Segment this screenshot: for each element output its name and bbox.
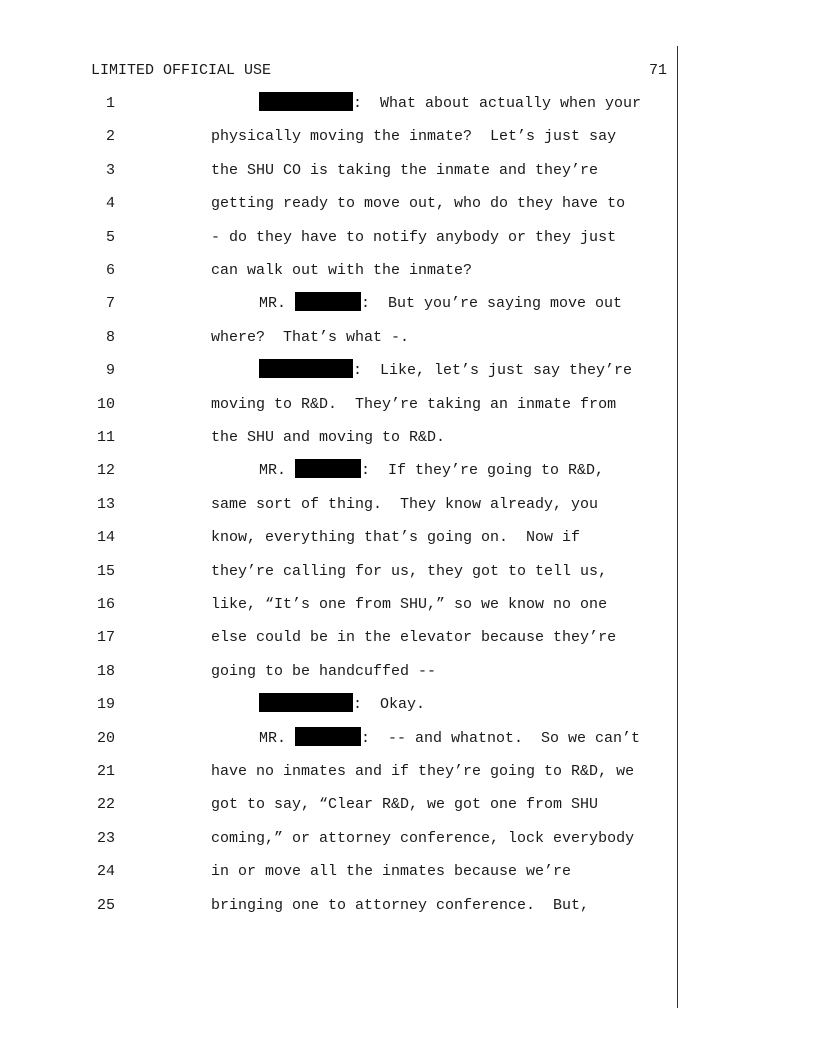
line-text xyxy=(259,359,632,383)
transcript-line xyxy=(0,159,816,183)
redaction-box xyxy=(259,92,353,111)
page-header-classification: LIMITED OFFICIAL USE xyxy=(91,62,272,79)
line-number: 15 xyxy=(96,562,115,580)
line-number: 2 xyxy=(105,128,115,146)
transcript-line xyxy=(0,125,816,149)
transcript-line xyxy=(0,727,816,751)
line-text xyxy=(211,593,607,617)
transcript-line xyxy=(0,292,816,316)
line-number: 20 xyxy=(96,729,115,747)
line-number: 14 xyxy=(96,529,115,547)
transcript-line xyxy=(0,426,816,450)
line-text xyxy=(211,159,598,183)
line-text xyxy=(211,760,634,784)
transcript-line xyxy=(0,793,816,817)
line-text xyxy=(259,459,604,483)
line-text xyxy=(211,793,598,817)
spoken-text: same sort of thing. They know already, you xyxy=(211,495,599,513)
line-text xyxy=(211,626,616,650)
spoken-text: like, “It’s one from SHU,” so we know no one xyxy=(211,596,608,613)
line-number: 19 xyxy=(96,696,115,714)
line-text xyxy=(259,292,622,316)
page-number: 71 xyxy=(648,62,667,79)
transcript-line xyxy=(0,459,816,483)
line-text xyxy=(211,125,616,149)
spoken-text: physically moving the inmate? Let’s just say xyxy=(211,128,617,146)
line-number: 6 xyxy=(105,262,115,279)
spoken-text: : Like, let’s just say they’re xyxy=(353,362,633,380)
line-number: 8 xyxy=(105,328,115,346)
speaker-title: MR. xyxy=(259,295,296,313)
line-number: 18 xyxy=(96,662,115,680)
transcript-line xyxy=(0,760,816,784)
spoken-text: : But you’re saying move out xyxy=(361,295,623,313)
transcript-line xyxy=(0,393,816,417)
line-text xyxy=(211,827,634,851)
transcript-line xyxy=(0,226,816,250)
redaction-box xyxy=(295,459,361,478)
spoken-text: : If they’re going to R&D, xyxy=(361,462,605,480)
spoken-text: have no inmates and if they’re going to R&D, we xyxy=(211,763,635,780)
line-number: 16 xyxy=(96,596,115,613)
transcript-line xyxy=(0,359,816,383)
line-number: 21 xyxy=(96,763,115,780)
line-number: 12 xyxy=(96,462,115,480)
line-text xyxy=(211,894,589,918)
spoken-text: coming,” or attorney conference, lock everybody xyxy=(211,829,635,847)
line-text xyxy=(211,660,436,684)
line-number: 11 xyxy=(96,429,115,446)
transcript-line xyxy=(0,660,816,684)
transcript-line xyxy=(0,827,816,851)
spoken-text: know, everything that’s going on. Now if xyxy=(211,529,581,547)
line-number: 13 xyxy=(96,495,115,513)
spoken-text: where? That’s what -. xyxy=(211,328,410,346)
line-number: 25 xyxy=(96,896,115,914)
line-number: 4 xyxy=(105,195,115,213)
spoken-text: moving to R&D. They’re taking an inmate from xyxy=(211,395,617,413)
spoken-text: got to say, “Clear R&D, we got one from SHU xyxy=(211,796,599,814)
speaker-title: MR. xyxy=(259,462,296,480)
line-text xyxy=(211,493,598,517)
line-number: 23 xyxy=(96,829,115,847)
spoken-text: bringing one to attorney conference. But, xyxy=(211,896,590,914)
redaction-box xyxy=(259,359,353,378)
spoken-text: getting ready to move out, who do they have to xyxy=(211,195,626,213)
line-text xyxy=(211,426,445,450)
transcript-line xyxy=(0,192,816,216)
line-number: 22 xyxy=(96,796,115,814)
spoken-text: in or move all the inmates because we’re xyxy=(211,863,572,881)
line-text xyxy=(211,526,580,550)
line-number: 3 xyxy=(105,161,115,179)
line-text xyxy=(211,226,616,250)
line-number: 9 xyxy=(105,362,115,380)
transcript-line xyxy=(0,560,816,584)
line-number: 17 xyxy=(96,629,115,647)
spoken-text: they’re calling for us, they got to tell us, xyxy=(211,562,608,580)
line-text xyxy=(259,693,425,717)
redaction-box xyxy=(259,693,353,712)
line-text xyxy=(211,860,571,884)
spoken-text: the SHU CO is taking the inmate and they’re xyxy=(211,161,599,179)
transcript-line xyxy=(0,894,816,918)
line-text xyxy=(211,192,625,216)
transcript-line xyxy=(0,526,816,550)
line-number: 24 xyxy=(96,863,115,881)
line-number: 5 xyxy=(105,228,115,246)
transcript-line xyxy=(0,860,816,884)
line-text xyxy=(211,393,616,417)
redaction-box xyxy=(295,727,361,746)
line-number: 7 xyxy=(105,295,115,313)
transcript-line xyxy=(0,493,816,517)
spoken-text: going to be handcuffed -- xyxy=(211,662,437,680)
transcript-line xyxy=(0,92,816,116)
line-text xyxy=(211,326,409,350)
line-text xyxy=(211,560,607,584)
line-number: 10 xyxy=(96,395,115,413)
speaker-title: MR. xyxy=(259,729,296,747)
transcript-line xyxy=(0,626,816,650)
line-number: 1 xyxy=(105,95,115,112)
line-text xyxy=(211,259,472,283)
line-text xyxy=(259,92,641,116)
spoken-text: the SHU and moving to R&D. xyxy=(211,429,446,446)
spoken-text: : What about actually when your xyxy=(353,95,642,112)
spoken-text: else could be in the elevator because they’re xyxy=(211,629,617,647)
transcript-line xyxy=(0,693,816,717)
redaction-box xyxy=(295,292,361,311)
transcript-line xyxy=(0,593,816,617)
spoken-text: : -- and whatnot. So we can’t xyxy=(361,729,641,747)
spoken-text: can walk out with the inmate? xyxy=(211,262,473,279)
transcript-line xyxy=(0,259,816,283)
transcript-line xyxy=(0,326,816,350)
line-text xyxy=(259,727,640,751)
spoken-text: - do they have to notify anybody or they just xyxy=(211,228,617,246)
spoken-text: : Okay. xyxy=(353,696,426,714)
